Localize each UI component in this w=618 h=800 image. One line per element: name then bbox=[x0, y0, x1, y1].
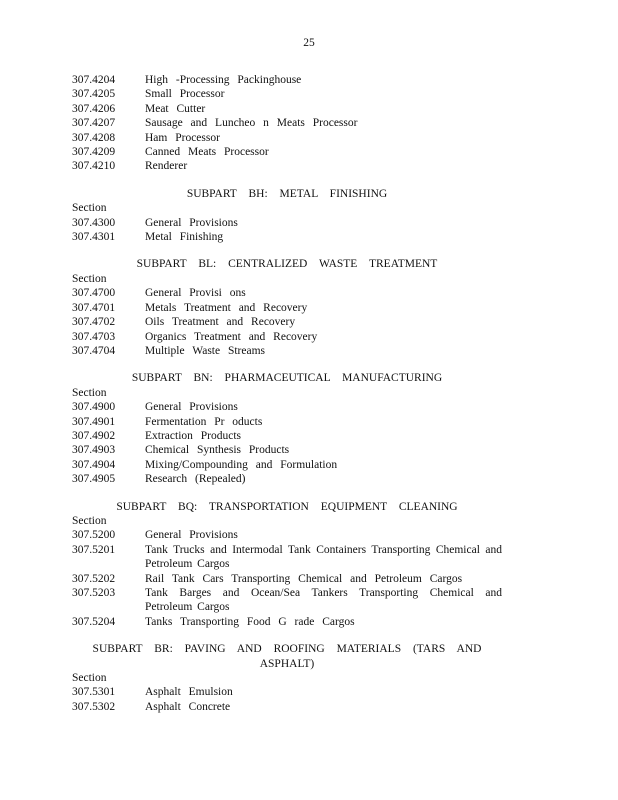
section-number: 307.5201 bbox=[72, 543, 116, 556]
section-number: 307.4208 bbox=[72, 131, 116, 144]
section-title: Chemical Synthesis Products bbox=[145, 444, 290, 457]
list-item bbox=[72, 615, 502, 629]
section-number: 307.4900 bbox=[72, 401, 116, 414]
section-title: Tank Barges and Ocean/Sea Tankers Transporting Chemical and Petroleum Cargos bbox=[145, 587, 502, 614]
subpart-bn bbox=[72, 371, 502, 486]
section-number: 307.4209 bbox=[72, 146, 116, 159]
section-title: Ham Processor bbox=[145, 131, 220, 144]
section-title: Oils Treatment and Recovery bbox=[145, 316, 296, 329]
list-item bbox=[72, 685, 502, 699]
section-number: 307.4905 bbox=[72, 473, 116, 486]
list-item bbox=[72, 230, 502, 244]
section-number: 307.4204 bbox=[72, 74, 116, 86]
section-number: 307.5203 bbox=[72, 587, 116, 599]
section-title: Canned Meats Processor bbox=[145, 146, 269, 159]
list-item bbox=[72, 572, 502, 586]
section-title: General Provisions bbox=[145, 216, 238, 229]
section-number: 307.4903 bbox=[72, 444, 116, 457]
section-number: 307.4210 bbox=[72, 160, 116, 173]
list-item bbox=[72, 528, 502, 542]
list-item bbox=[72, 543, 502, 572]
section-title: General Provisions bbox=[145, 529, 238, 542]
section-number: 307.5200 bbox=[72, 529, 116, 542]
section-title: Tank Trucks and Intermodal Tank Containers Transporting Chemical and Petroleum Cargos bbox=[145, 543, 502, 571]
section-title: Small Processor bbox=[145, 88, 225, 101]
list-item bbox=[72, 458, 502, 472]
section-number: 307.5301 bbox=[72, 686, 116, 699]
section-title: Metals Treatment and Recovery bbox=[145, 301, 308, 314]
section-number: 307.5302 bbox=[72, 700, 116, 713]
list-item bbox=[72, 301, 502, 315]
subpart-heading: SUBPART BQ: TRANSPORTATION EQUIPMENT CLEANING bbox=[116, 500, 458, 513]
section-title: Organics Treatment and Recovery bbox=[145, 330, 318, 343]
list-item bbox=[72, 286, 502, 300]
section-title: Meat Cutter bbox=[145, 102, 206, 115]
list-item bbox=[72, 145, 502, 159]
list-item bbox=[72, 87, 502, 101]
section-number: 307.4901 bbox=[72, 415, 116, 428]
subpart-heading: SUBPART BH: METAL FINISHING bbox=[186, 187, 388, 200]
section-label: Section bbox=[72, 272, 107, 285]
section-title: Renderer bbox=[145, 160, 188, 173]
intro-list bbox=[72, 73, 502, 174]
section-label: Section bbox=[72, 672, 107, 685]
section-title: Metal Finishing bbox=[145, 231, 224, 244]
list-item bbox=[72, 315, 502, 329]
list-item bbox=[72, 429, 502, 443]
section-number: 307.4902 bbox=[72, 429, 116, 442]
section-label: Section bbox=[72, 514, 107, 527]
section-number: 307.4703 bbox=[72, 330, 116, 343]
section-title: High -Processing Packinghouse bbox=[145, 74, 302, 86]
subpart-br bbox=[72, 642, 502, 714]
list-item bbox=[72, 443, 502, 457]
list-item bbox=[72, 415, 502, 429]
document-body bbox=[72, 73, 502, 714]
list-item bbox=[72, 344, 502, 358]
section-title: Fermentation Pr oducts bbox=[145, 415, 263, 428]
section-number: 307.4700 bbox=[72, 287, 116, 300]
subpart-bh bbox=[72, 187, 502, 245]
list-item bbox=[72, 586, 502, 615]
subpart-bq bbox=[72, 500, 502, 630]
list-item bbox=[72, 131, 502, 145]
section-title: Tanks Transporting Food G rade Cargos bbox=[145, 615, 355, 628]
subpart-heading: SUBPART BR: PAVING AND ROOFING MATERIALS (TARS AND ASPHALT) bbox=[92, 643, 482, 670]
list-item bbox=[72, 73, 502, 87]
section-title: Research (Repealed) bbox=[145, 473, 246, 486]
subpart-heading: SUBPART BL: CENTRALIZED WASTE TREATMENT bbox=[136, 258, 438, 271]
list-item bbox=[72, 116, 502, 130]
section-title: General Provisi ons bbox=[145, 287, 246, 300]
section-number: 307.5204 bbox=[72, 615, 116, 628]
section-label: Section bbox=[72, 386, 107, 399]
list-item bbox=[72, 400, 502, 414]
subpart-heading: SUBPART BN: PHARMACEUTICAL MANUFACTURING bbox=[131, 372, 443, 385]
list-item bbox=[72, 330, 502, 344]
list-item bbox=[72, 472, 502, 486]
section-title: Sausage and Luncheo n Meats Processor bbox=[145, 117, 358, 130]
section-title: Asphalt Emulsion bbox=[145, 686, 233, 699]
section-number: 307.4701 bbox=[72, 301, 116, 314]
section-label: Section bbox=[72, 202, 107, 215]
section-title: Multiple Waste Streams bbox=[145, 344, 266, 357]
page-number: 25 bbox=[303, 37, 315, 49]
subpart-bl bbox=[72, 257, 502, 358]
section-number: 307.4702 bbox=[72, 316, 116, 329]
section-number: 307.4300 bbox=[72, 216, 116, 229]
section-number: 307.4205 bbox=[72, 88, 116, 101]
section-title: Mixing/Compounding and Formulation bbox=[145, 458, 338, 471]
list-item bbox=[72, 159, 502, 173]
section-title: Rail Tank Cars Transporting Chemical and Petroleum Cargos bbox=[145, 572, 463, 585]
section-number: 307.4207 bbox=[72, 117, 116, 130]
section-number: 307.4904 bbox=[72, 458, 116, 471]
section-number: 307.5202 bbox=[72, 572, 116, 585]
section-number: 307.4301 bbox=[72, 231, 116, 244]
list-item bbox=[72, 700, 502, 714]
section-title: General Provisions bbox=[145, 401, 238, 414]
section-number: 307.4704 bbox=[72, 344, 116, 357]
section-number: 307.4206 bbox=[72, 102, 116, 115]
section-title: Extraction Products bbox=[145, 429, 242, 442]
section-title: Asphalt Concrete bbox=[145, 700, 231, 713]
list-item bbox=[72, 102, 502, 116]
list-item bbox=[72, 216, 502, 230]
